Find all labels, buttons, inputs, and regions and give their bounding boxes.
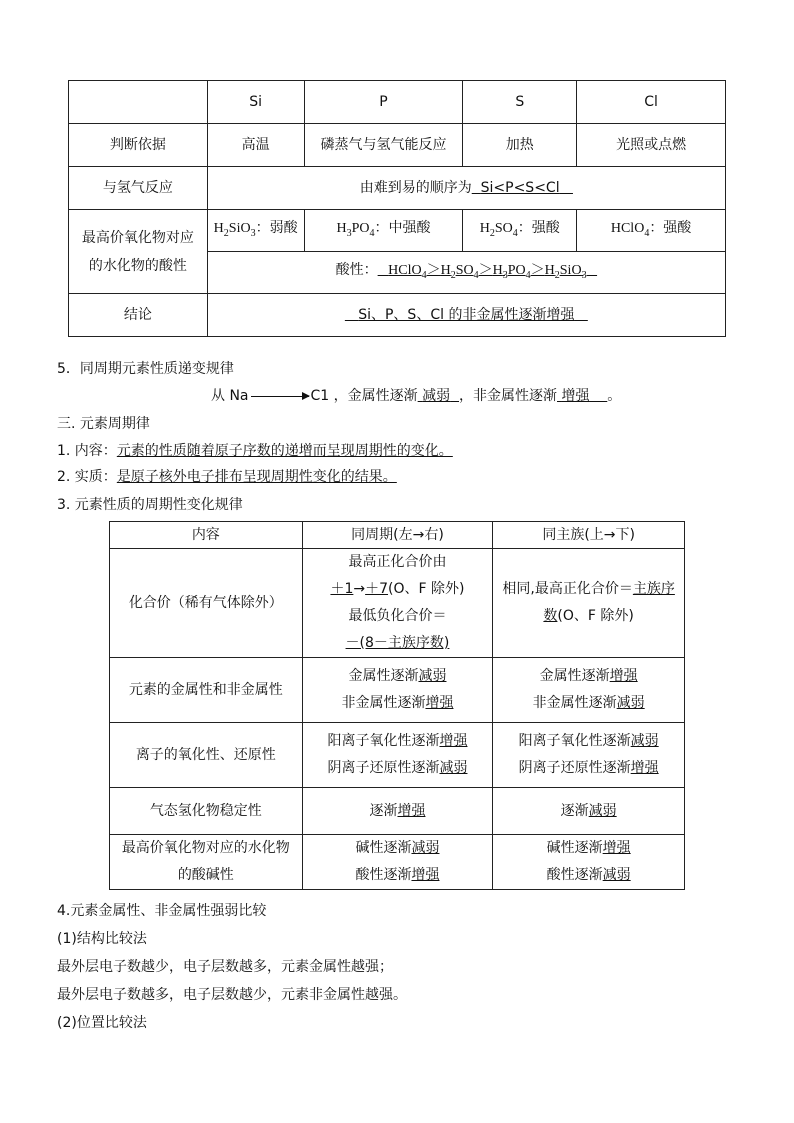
table-cell: 相同,最高正化合价＝主族序 数(O、F 除外) xyxy=(493,549,685,658)
formula-part: HClO xyxy=(388,262,422,278)
table-cell: $H_2SO_4$：强酸 xyxy=(463,210,577,252)
periodic-variation-table xyxy=(109,521,685,890)
row-label: 结论 xyxy=(69,294,208,337)
row-label: 最高价氧化物对应的水化物 的酸碱性 xyxy=(110,835,303,890)
table-row xyxy=(110,723,685,788)
table-row xyxy=(69,81,726,124)
periodic-law-content: 1. 内容：元素的性质随着原子序数的递增而呈现周期性的变化。 xyxy=(57,443,453,459)
table-row xyxy=(69,167,726,210)
position-method-title: (2)位置比较法 xyxy=(57,1015,147,1031)
table-row xyxy=(110,522,685,549)
column-header: 同主族(上→下) xyxy=(493,522,685,549)
column-header: Cl xyxy=(577,81,726,124)
column-header: Si xyxy=(207,81,304,124)
column-header: P xyxy=(304,81,463,124)
table-row xyxy=(110,788,685,835)
formula-subscript: 3 xyxy=(581,269,587,281)
table-row xyxy=(110,658,685,723)
table-cell: 磷蒸气与氢气能反应 xyxy=(304,124,463,167)
formula-subscript: 4 xyxy=(525,269,531,281)
section-5-title: 5．同周期元素性质递变规律 xyxy=(57,361,234,377)
section-4-title: 4.元素金属性、非金属性强弱比较 xyxy=(57,903,267,919)
table-row xyxy=(69,294,726,337)
periodic-variation-title: 3. 元素性质的周期性变化规律 xyxy=(57,497,243,513)
table-cell xyxy=(207,167,725,210)
table-row xyxy=(110,835,685,890)
row-label: 离子的氧化性、还原性 xyxy=(110,723,303,788)
formula-subscript: 2 xyxy=(450,269,456,281)
table-cell: $H_3PO_4$：中强酸 xyxy=(304,210,463,252)
table-cell: 高温 xyxy=(207,124,304,167)
table-cell: 逐渐增强 xyxy=(302,788,493,835)
structure-method-title: (1)结构比较法 xyxy=(57,931,147,947)
structure-rule-1: 最外层电子数越少，电子层数越多，元素金属性越强； xyxy=(57,959,393,975)
answer-blank: 减弱 xyxy=(422,388,451,404)
structure-rule-2: 最外层电子数越多，电子层数越少，元素非金属性越强。 xyxy=(57,987,407,1003)
formula-part: PO xyxy=(507,262,526,278)
row-label: 最高价氧化物对应 的水化物的酸性 xyxy=(69,210,208,294)
formula-part: SiO xyxy=(559,262,582,278)
table-row xyxy=(110,549,685,658)
table-cell: 酸性： $HClO_4>H_2SO_4>H_3PO_4>H_2SiO_3$ xyxy=(207,252,725,294)
table-cell: 碱性逐渐增强 酸性逐渐减弱 xyxy=(493,835,685,890)
table-cell: 最高正化合价由 ＋1→＋7(O、F 除外) 最低负化合价＝ －(8－主族序数) xyxy=(302,549,493,658)
formula-subscript: 4 xyxy=(421,269,427,281)
greater-than-sign: ＞ xyxy=(478,262,493,278)
formula-subscript: 4 xyxy=(473,269,479,281)
table-row xyxy=(69,124,726,167)
row-label: 判断依据 xyxy=(69,124,208,167)
greater-than-sign: ＞ xyxy=(530,262,545,278)
formula-part: H xyxy=(544,262,555,278)
row-label: 与氢气反应 xyxy=(69,167,208,210)
table-cell: 金属性逐渐增强 非金属性逐渐减弱 xyxy=(493,658,685,723)
row-label: 元素的金属性和非金属性 xyxy=(110,658,303,723)
table-cell: 逐渐减弱 xyxy=(493,788,685,835)
section-3-title: 三. 元素周期律 xyxy=(57,416,150,432)
column-header: 内容 xyxy=(110,522,303,549)
table-cell: $H_2SiO_3$：弱酸 xyxy=(207,210,304,252)
table-cell: 加热 xyxy=(463,124,577,167)
formula-part: H xyxy=(492,262,503,278)
formula-part: SO xyxy=(455,262,474,278)
table-cell: 光照或点燃 xyxy=(577,124,726,167)
greater-than-sign: ＞ xyxy=(426,262,441,278)
column-header: S xyxy=(463,81,577,124)
column-header: 同周期(左→右) xyxy=(302,522,493,549)
formula-subscript: 2 xyxy=(554,269,560,281)
table-cell: HClO$_4$：强酸 xyxy=(577,210,726,252)
acidity-order xyxy=(378,262,597,281)
row-label: 化合价（稀有气体除外） xyxy=(110,549,303,658)
periodic-law-essence: 2. 实质：是原子核外电子排布呈现周期性变化的结果。 xyxy=(57,469,397,485)
row-label: 气态氢化物稳定性 xyxy=(110,788,303,835)
h2-order-text: 由难到易的顺序为 xyxy=(359,179,472,196)
formula-subscript: 3 xyxy=(502,269,508,281)
table-cell: 阳离子氧化性逐渐增强 阴离子还原性逐渐减弱 xyxy=(302,723,493,788)
table-cell xyxy=(69,81,208,124)
section-5-rule: 从 Na C1 ，金属性逐渐 减弱 ，非金属性逐渐 增强 。 xyxy=(211,388,622,404)
table-cell: 金属性逐渐减弱 非金属性逐渐增强 xyxy=(302,658,493,723)
nonmetal-comparison-table xyxy=(68,80,726,337)
answer-blank: 增强 xyxy=(561,388,590,404)
table-row xyxy=(69,210,726,252)
arrow-icon xyxy=(251,396,309,397)
conclusion-answer: Si、P、S、Cl 的非金属性逐渐增强 xyxy=(358,306,575,323)
formula-part: H xyxy=(440,262,451,278)
table-cell xyxy=(207,294,725,337)
table-cell: 阳离子氧化性逐渐减弱 阴离子还原性逐渐增强 xyxy=(493,723,685,788)
table-cell: 碱性逐渐减弱 酸性逐渐增强 xyxy=(302,835,493,890)
h2-order-answer: Si<P<S<Cl xyxy=(480,179,560,196)
